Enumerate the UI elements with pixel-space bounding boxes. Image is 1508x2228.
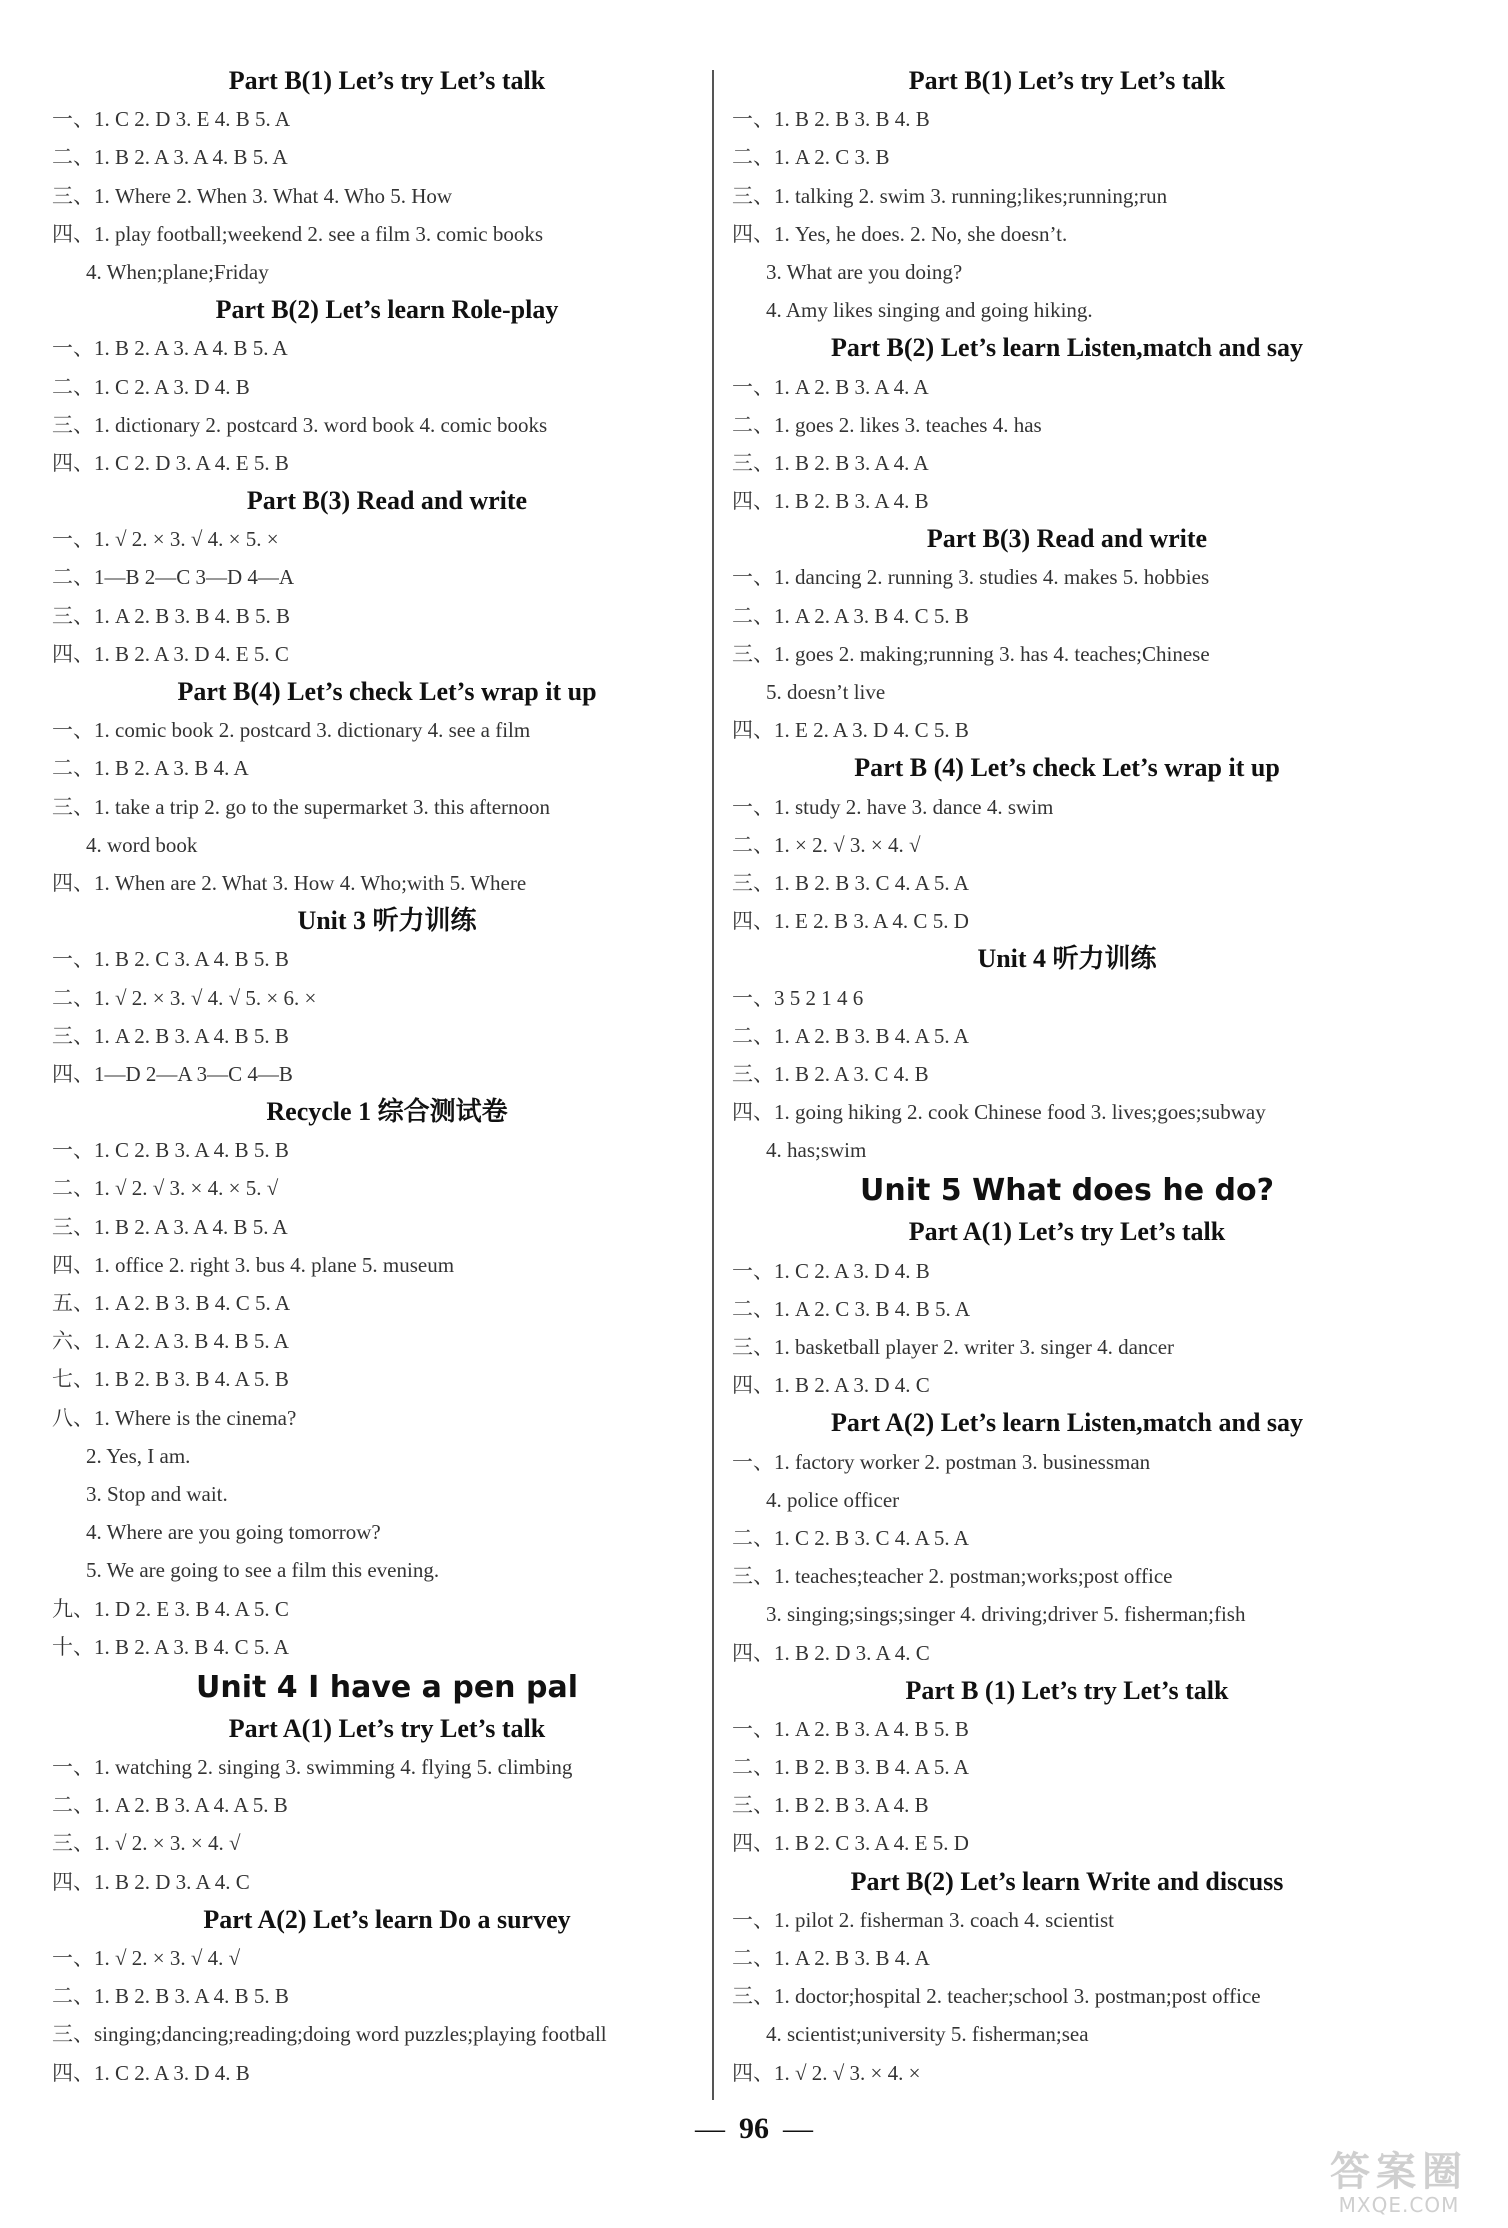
section-heading: Part B(2) Let’s learn Listen,match and say xyxy=(830,333,1304,363)
answer-line: 四、1. B 2. B 3. A 4. B xyxy=(732,489,929,514)
answer-line: 三、1. √ 2. × 3. × 4. √ xyxy=(52,1831,241,1856)
page-number: 96 xyxy=(739,2112,769,2145)
section-heading: Part A(1) Let’s try Let’s talk xyxy=(908,1217,1226,1247)
answer-line: 二、1. C 2. A 3. D 4. B xyxy=(52,374,250,399)
answer-line-continued: 5. doesn’t live xyxy=(766,680,886,704)
footer-dash-left: — xyxy=(695,2112,725,2145)
answer-line: 四、1. E 2. B 3. A 4. C 5. D xyxy=(732,909,969,934)
answer-line-continued: 3. Stop and wait. xyxy=(86,1481,228,1506)
section-heading: Part B(3) Read and write xyxy=(926,524,1208,554)
unit-title: Unit 4 I have a pen pal xyxy=(196,1669,578,1705)
answer-line: 二、1. B 2. B 3. A 4. B 5. B xyxy=(52,1984,289,2009)
answer-line: 三、1. B 2. A 3. A 4. B 5. A xyxy=(52,1214,288,1239)
answer-line-continued: 4. scientist;university 5. fisherman;sea xyxy=(766,2022,1089,2047)
watermark-logo xyxy=(1304,2150,1494,2220)
answer-line: 一、1. study 2. have 3. dance 4. swim xyxy=(732,794,1054,819)
footer-dash-right: — xyxy=(783,2112,813,2145)
answer-line: 三、1. B 2. B 3. C 4. A 5. A xyxy=(732,870,969,895)
section-heading: Part B(3) Read and write xyxy=(246,486,528,516)
answer-line: 三、1. teaches;teacher 2. postman;works;post office xyxy=(732,1564,1173,1589)
section-heading: Part B(4) Let’s check Let’s wrap it up xyxy=(177,677,597,706)
answer-line: 二、1. A 2. A 3. B 4. C 5. B xyxy=(732,603,969,628)
section-heading: Part B(1) Let’s try Let’s talk xyxy=(228,66,546,95)
answer-line: 二、1. A 2. B 3. A 4. A 5. B xyxy=(52,1793,288,1818)
section-heading: Part B(2) Let’s learn Write and discuss xyxy=(850,1866,1284,1896)
answer-line: 四、1. B 2. A 3. D 4. E 5. C xyxy=(52,641,289,666)
section-heading: Part B (1) Let’s try Let’s talk xyxy=(905,1675,1229,1705)
answer-line: 一、1. √ 2. × 3. √ 4. × 5. × xyxy=(52,527,279,552)
page-footer xyxy=(0,2112,1508,2146)
answer-line: 一、1. B 2. B 3. B 4. B xyxy=(732,107,930,132)
answer-line-continued: 4. Where are you going tomorrow? xyxy=(86,1520,381,1545)
answer-line: 十、1. B 2. A 3. B 4. C 5. A xyxy=(52,1634,289,1659)
answer-line: 二、1. B 2. A 3. A 4. B 5. A xyxy=(52,145,288,170)
answer-line: 一、1. A 2. B 3. A 4. A xyxy=(732,374,929,399)
answer-line: 一、1. pilot 2. fisherman 3. coach 4. scientist xyxy=(732,1907,1115,1932)
answer-line: 四、1. C 2. D 3. A 4. E 5. B xyxy=(52,450,289,475)
section-heading: Unit 3 听力训练 xyxy=(297,906,477,936)
answer-line: 一、1. dancing 2. running 3. studies 4. makes 5. hobbies xyxy=(732,565,1210,590)
answer-line: 二、1. A 2. C 3. B xyxy=(732,145,890,170)
answer-line: 三、1. basketball player 2. writer 3. singer 4. dancer xyxy=(732,1335,1175,1359)
answer-line: 一、3 5 2 1 4 6 xyxy=(732,985,864,1010)
answer-line: 二、1. goes 2. likes 3. teaches 4. has xyxy=(732,412,1042,437)
answer-line: 一、1. A 2. B 3. A 4. B 5. B xyxy=(732,1716,969,1741)
answer-line: 三、1. B 2. A 3. C 4. B xyxy=(732,1061,929,1086)
right-column xyxy=(732,62,1402,2092)
answer-line: 四、1. B 2. D 3. A 4. C xyxy=(732,1640,930,1665)
answer-line: 二、1—B 2—C 3—D 4—A xyxy=(52,565,295,590)
answer-line: 二、1. √ 2. √ 3. × 4. × 5. √ xyxy=(52,1176,279,1201)
answer-line: 三、1. A 2. B 3. B 4. B 5. B xyxy=(52,603,291,628)
answer-line: 五、1. A 2. B 3. B 4. C 5. A xyxy=(52,1291,291,1315)
answer-line: 三、1. B 2. B 3. A 4. B xyxy=(732,1793,929,1818)
answer-line: 三、1. talking 2. swim 3. running;likes;running;run xyxy=(732,183,1168,208)
answer-line: 一、1. B 2. A 3. A 4. B 5. A xyxy=(52,336,288,361)
answer-line-continued: 4. police officer xyxy=(766,1487,900,1512)
answer-line: 三、1. doctor;hospital 2. teacher;school 3. postman;post office xyxy=(732,1984,1261,2009)
left-column xyxy=(52,62,722,2092)
section-heading: Part B(2) Let’s learn Role-play xyxy=(215,295,559,325)
answer-line: 四、1. B 2. D 3. A 4. C xyxy=(52,1869,250,1894)
answer-line: 二、1. B 2. B 3. B 4. A 5. A xyxy=(732,1755,969,1780)
answer-line: 九、1. D 2. E 3. B 4. A 5. C xyxy=(52,1596,289,1621)
column-divider xyxy=(712,70,714,2100)
answer-line: 四、1. B 2. C 3. A 4. E 5. D xyxy=(732,1831,969,1856)
answer-line-continued: 3. What are you doing? xyxy=(766,259,963,284)
answer-line: 一、1. factory worker 2. postman 3. businessman xyxy=(732,1449,1151,1474)
answer-line: 一、1. C 2. A 3. D 4. B xyxy=(732,1258,930,1283)
answer-line-continued: 4. word book xyxy=(86,832,198,857)
answer-line: 六、1. A 2. A 3. B 4. B 5. A xyxy=(52,1329,289,1354)
answer-line: 三、singing;dancing;reading;doing word puzzles;playing football xyxy=(52,2022,607,2047)
answer-line-continued: 4. has;swim xyxy=(766,1138,867,1163)
answer-line: 一、1. B 2. C 3. A 4. B 5. B xyxy=(52,947,289,972)
answer-line: 三、1. B 2. B 3. A 4. A xyxy=(732,450,929,475)
answer-line: 四、1. Yes, he does. 2. No, she doesn’t. xyxy=(732,221,1068,246)
answer-line: 四、1. B 2. A 3. D 4. C xyxy=(732,1373,930,1398)
answer-line: 四、1. E 2. A 3. D 4. C 5. B xyxy=(732,718,969,743)
section-heading: Recycle 1 综合测试卷 xyxy=(266,1097,508,1127)
answer-line: 二、1. A 2. B 3. B 4. A 5. A xyxy=(732,1023,969,1048)
answer-line: 一、1. comic book 2. postcard 3. dictionary 4. see a film xyxy=(52,718,531,743)
answer-line: 二、1. A 2. C 3. B 4. B 5. A xyxy=(732,1296,971,1321)
answer-line: 一、1. √ 2. × 3. √ 4. √ xyxy=(52,1946,241,1970)
answer-line: 二、1. C 2. B 3. C 4. A 5. A xyxy=(732,1525,969,1550)
answer-line-continued: 4. Amy likes singing and going hiking. xyxy=(766,298,1093,323)
section-heading: Part B (4) Let’s check Let’s wrap it up xyxy=(854,753,1280,783)
answer-line: 二、1. A 2. B 3. B 4. A xyxy=(732,1946,930,1970)
watermark-en: MXQE.COM xyxy=(1338,2193,1460,2217)
answer-line: 三、1. dictionary 2. postcard 3. word book 4. comic books xyxy=(52,412,548,437)
answer-line: 八、1. Where is the cinema? xyxy=(52,1405,297,1430)
answer-line: 三、1. goes 2. making;running 3. has 4. teaches;Chinese xyxy=(732,641,1210,666)
answer-line-continued: 3. singing;sings;singer 4. driving;driver 5. fisherman;fish xyxy=(766,1602,1246,1627)
section-heading: Part A(2) Let’s learn Do a survey xyxy=(203,1904,571,1934)
answer-line: 一、1. watching 2. singing 3. swimming 4. flying 5. climbing xyxy=(52,1755,573,1780)
answer-line: 三、1. take a trip 2. go to the supermarket 3. this afternoon xyxy=(52,794,551,819)
section-heading: Unit 4 听力训练 xyxy=(977,944,1157,974)
answer-line: 三、1. A 2. B 3. A 4. B 5. B xyxy=(52,1023,289,1048)
unit-title: Unit 5 What does he do? xyxy=(860,1173,1274,1209)
section-heading: Part A(1) Let’s try Let’s talk xyxy=(228,1713,546,1743)
section-heading: Part B(1) Let’s try Let’s talk xyxy=(908,66,1226,95)
answer-line: 一、1. C 2. D 3. E 4. B 5. A xyxy=(52,107,291,132)
watermark-cn: 答案圈 xyxy=(1330,2149,1468,2195)
answer-line: 二、1. × 2. √ 3. × 4. √ xyxy=(732,832,921,857)
answer-line: 二、1. √ 2. × 3. √ 4. √ 5. × 6. × xyxy=(52,985,317,1010)
answer-line: 四、1. office 2. right 3. bus 4. plane 5. museum xyxy=(52,1252,455,1277)
answer-line: 一、1. C 2. B 3. A 4. B 5. B xyxy=(52,1138,289,1163)
answer-line: 四、1. going hiking 2. cook Chinese food 3. lives;goes;subway xyxy=(732,1100,1266,1125)
answer-line-continued: 2. Yes, I am. xyxy=(86,1443,191,1468)
section-heading: Part A(2) Let’s learn Listen,match and say xyxy=(830,1408,1304,1438)
answer-line: 三、1. Where 2. When 3. What 4. Who 5. How xyxy=(52,183,453,208)
answer-line: 七、1. B 2. B 3. B 4. A 5. B xyxy=(52,1367,289,1392)
answer-line: 四、1—D 2—A 3—C 4—B xyxy=(52,1061,293,1086)
answer-line: 四、1. √ 2. √ 3. × 4. × xyxy=(732,2060,921,2085)
answer-line: 四、1. play football;weekend 2. see a film 3. comic books xyxy=(52,221,544,246)
answer-line: 二、1. B 2. A 3. B 4. A xyxy=(52,756,249,781)
answer-line-continued: 4. When;plane;Friday xyxy=(86,259,269,284)
answer-line: 四、1. When are 2. What 3. How 4. Who;with 5. Where xyxy=(52,870,527,895)
answer-line: 四、1. C 2. A 3. D 4. B xyxy=(52,2060,250,2085)
answer-line-continued: 5. We are going to see a film this evening. xyxy=(86,1558,440,1583)
